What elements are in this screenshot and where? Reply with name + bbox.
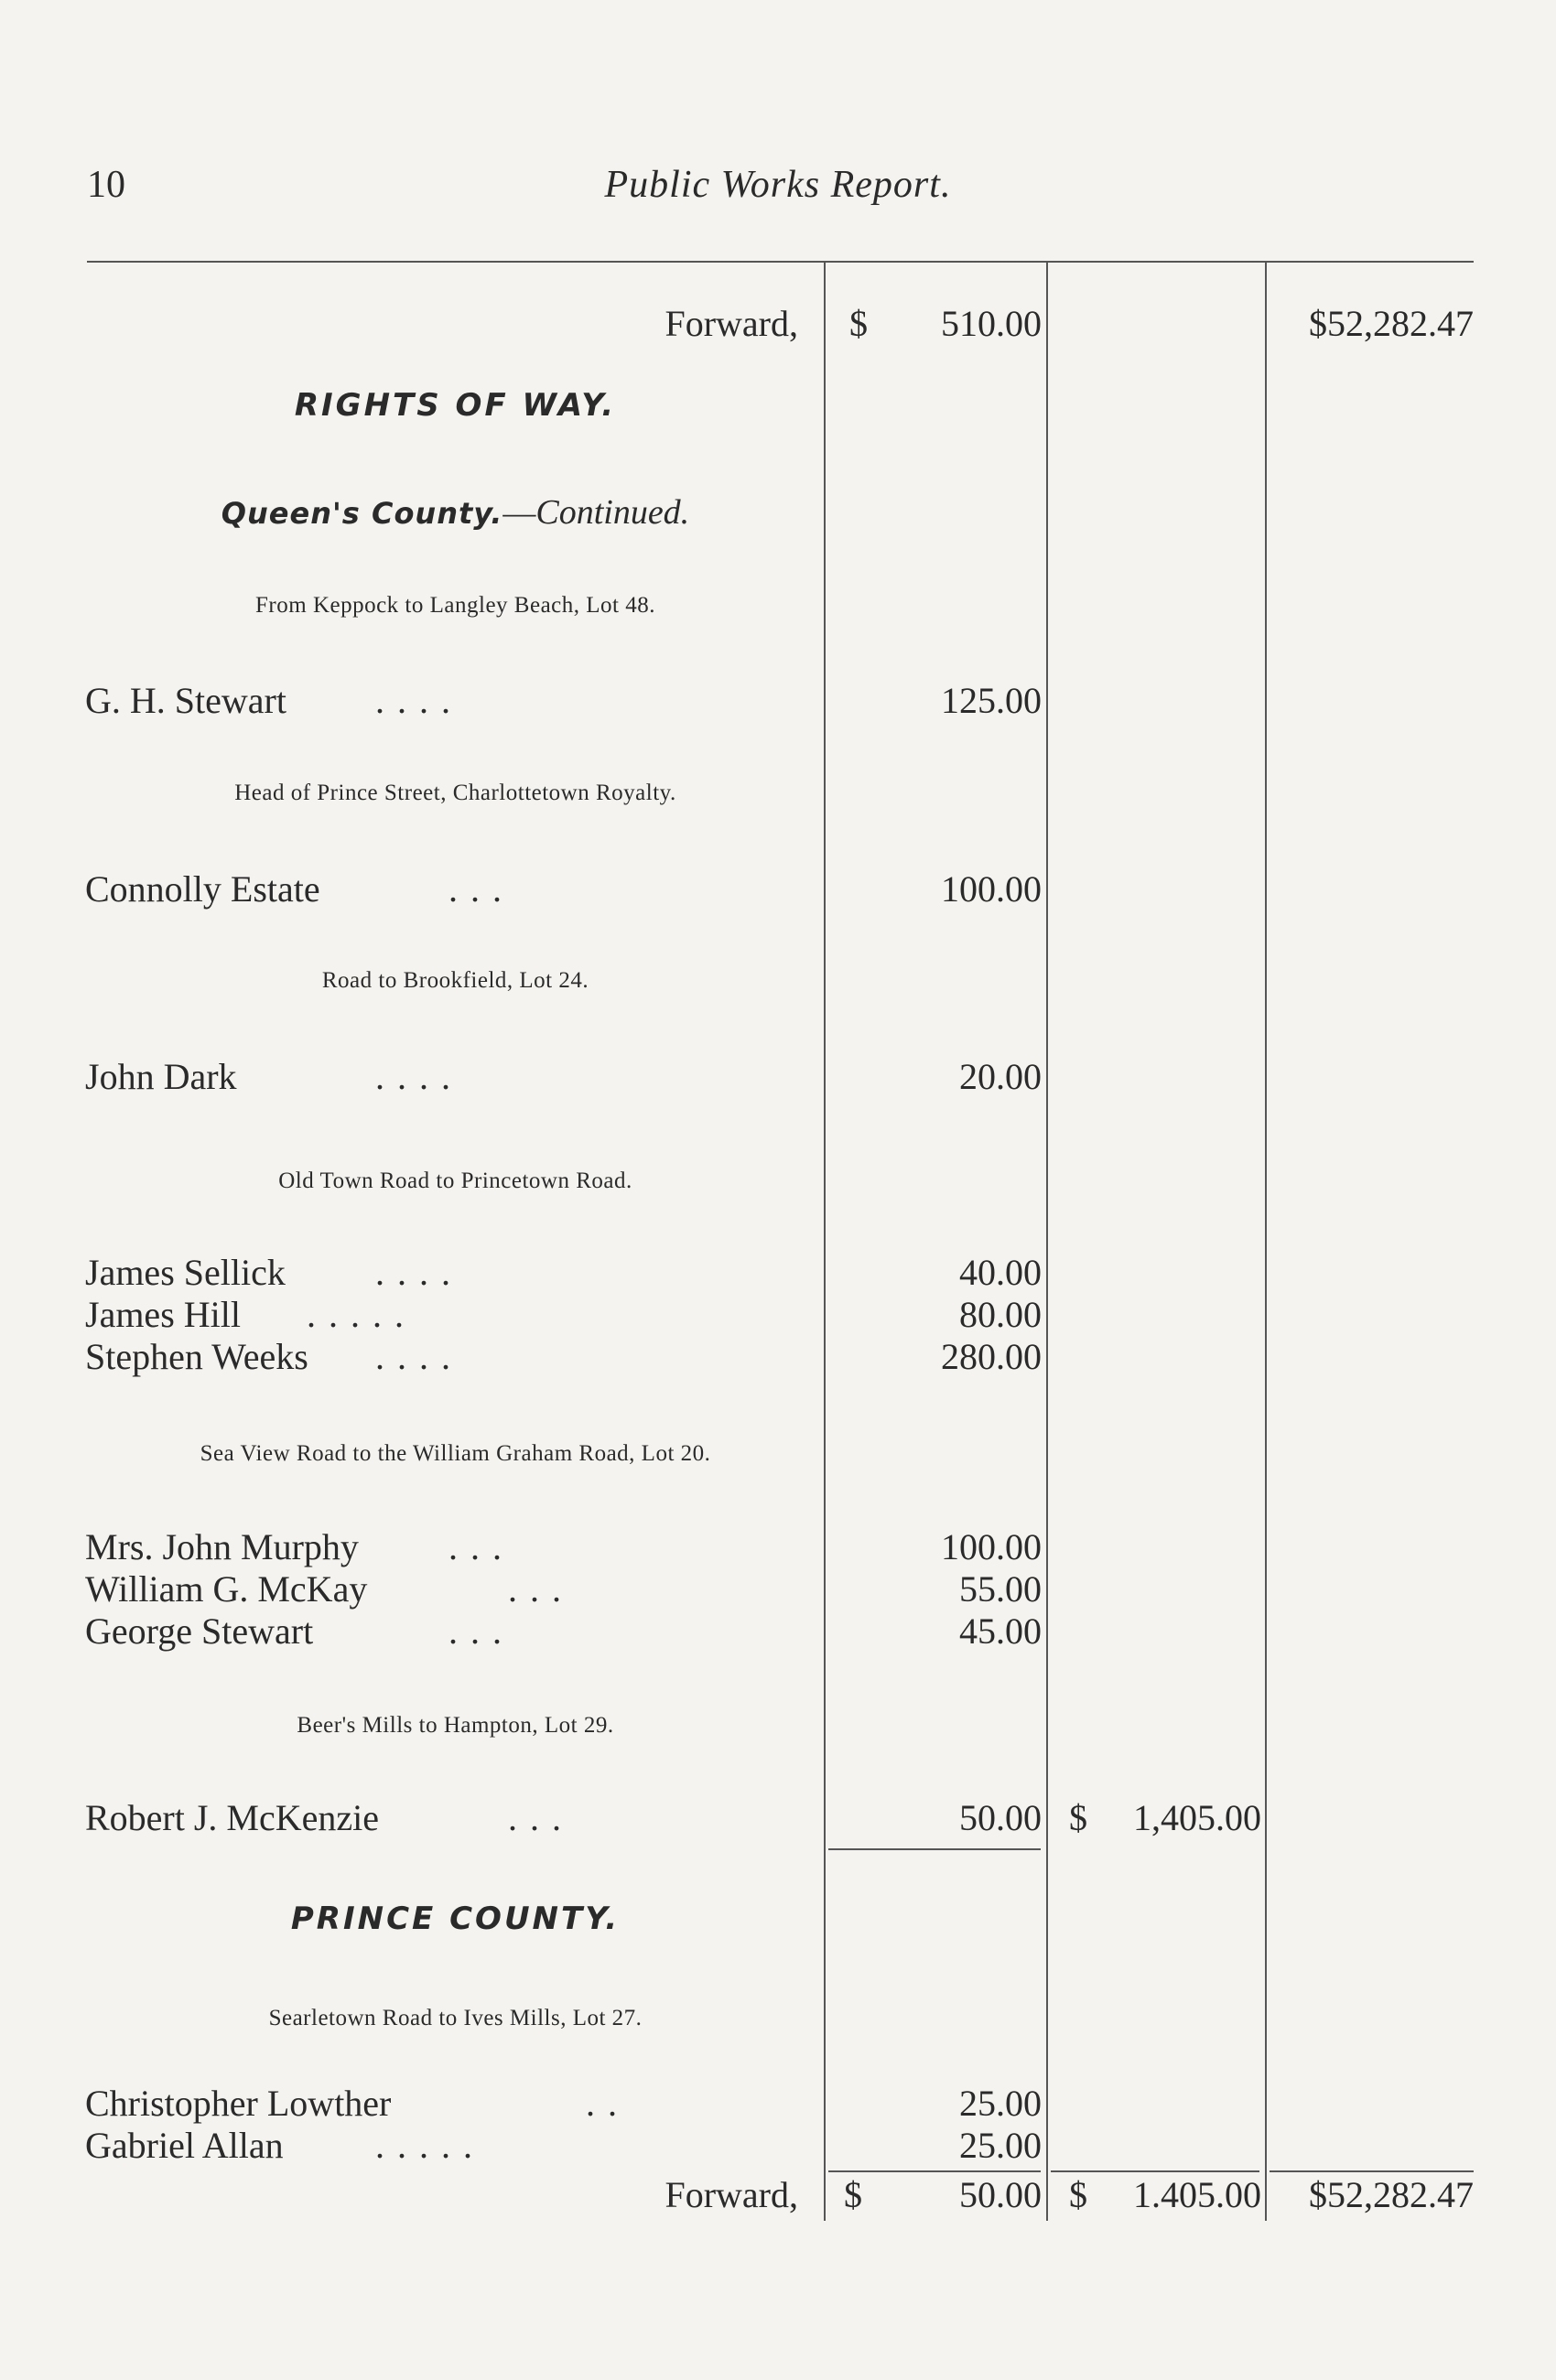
entry-amount: 280.00 (941, 1336, 1042, 1377)
table-row (0, 1251, 1556, 1297)
forward-column3: $52,282.47 (1309, 303, 1474, 344)
group-subheading: Searletown Road to Ives Mills, Lot 27. (268, 2006, 643, 2030)
forward-column3: $52,282.47 (1309, 2174, 1474, 2215)
entry-name: George Stewart (85, 1610, 314, 1652)
dot-leader: . . . . . (375, 2125, 474, 2166)
table-row (0, 2124, 1556, 2170)
entry-amount: 25.00 (959, 2125, 1042, 2166)
entry-amount: 100.00 (941, 1526, 1042, 1567)
county-name: Queen's County. (221, 496, 503, 531)
table-row (0, 1796, 1556, 1842)
column-rule-2 (1046, 263, 1048, 2221)
entry-name: G. H. Stewart (85, 680, 286, 721)
entry-amount: 50.00 (959, 1797, 1042, 1838)
table-row (0, 1610, 1556, 1655)
dot-leader: . . . (448, 1526, 503, 1567)
subtotal-rule (828, 1848, 1041, 1850)
dot-leader: . . . (448, 868, 503, 910)
table-row (0, 1335, 1556, 1381)
dot-leader: . . . (508, 1568, 563, 1610)
dollar-sign: $ (849, 303, 868, 344)
entry-name: Connolly Estate (85, 868, 320, 910)
section-heading-prince-county: PRINCE COUNTY. (290, 1901, 621, 1937)
running-title: Public Works Report. (604, 164, 952, 206)
entry-name: William G. McKay (85, 1568, 368, 1610)
entry-amount: 55.00 (959, 1568, 1042, 1610)
dot-leader: . . . . (375, 1336, 452, 1377)
entry-amount: 40.00 (959, 1252, 1042, 1293)
entry-amount: 25.00 (959, 2083, 1042, 2124)
page-number: 10 (87, 164, 125, 206)
subtotal-amount: 1,405.00 (1133, 1797, 1261, 1838)
section-heading-rights-of-way: RIGHTS OF WAY. (294, 387, 617, 424)
table-row (0, 867, 1556, 913)
county-dash: — (502, 494, 536, 531)
entry-name: John Dark (85, 1056, 237, 1097)
county-heading (0, 492, 911, 533)
forward-column1: 50.00 (959, 2174, 1042, 2215)
dot-leader: . . . . (375, 680, 452, 721)
dot-leader: . . (586, 2083, 619, 2124)
county-continued: Continued. (535, 493, 690, 532)
entry-name: James Hill (85, 1294, 241, 1335)
forward-column1: 510.00 (941, 303, 1042, 344)
table-row (0, 2082, 1556, 2127)
group-subheading: Road to Brookfield, Lot 24. (321, 968, 589, 993)
table-row (0, 1567, 1556, 1613)
group-subheading: Sea View Road to the William Graham Road, Lot 20. (200, 1441, 711, 1466)
total-rule-column2 (1051, 2170, 1259, 2172)
dot-leader: . . . (508, 1797, 563, 1838)
entry-name: Robert J. McKenzie (85, 1797, 380, 1838)
total-rule-column1 (828, 2170, 1041, 2172)
total-rule-column3 (1270, 2170, 1474, 2172)
dot-leader: . . . . (375, 1252, 452, 1293)
group-subheading: Head of Prince Street, Charlottetown Royalty. (234, 781, 676, 805)
table-row (0, 1293, 1556, 1339)
entry-amount: 20.00 (959, 1056, 1042, 1097)
column-rule-3 (1265, 263, 1267, 2221)
forward-label: Forward, (665, 303, 798, 344)
entry-amount: 80.00 (959, 1294, 1042, 1335)
dot-leader: . . . . (375, 1056, 452, 1097)
entry-name: Christopher Lowther (85, 2083, 392, 2124)
table-row (0, 1525, 1556, 1571)
group-subheading: Old Town Road to Princetown Road. (278, 1168, 632, 1193)
entry-name: Mrs. John Murphy (85, 1526, 359, 1567)
forward-column2: 1.405.00 (1133, 2174, 1261, 2215)
dot-leader: . . . (448, 1610, 503, 1652)
entry-name: Gabriel Allan (85, 2125, 284, 2166)
subtotal-dollar-sign: $ (1069, 1797, 1087, 1838)
entry-amount: 45.00 (959, 1610, 1042, 1652)
forward-column2-dollar: $ (1069, 2174, 1087, 2215)
dollar-sign: $ (844, 2174, 862, 2215)
entry-amount: 100.00 (941, 868, 1042, 910)
entry-name: James Sellick (85, 1252, 286, 1293)
group-subheading: Beer's Mills to Hampton, Lot 29. (297, 1713, 614, 1738)
forward-label: Forward, (665, 2174, 798, 2215)
group-subheading: From Keppock to Langley Beach, Lot 48. (255, 593, 655, 618)
entry-amount: 125.00 (941, 680, 1042, 721)
dot-leader: . . . . . (307, 1294, 405, 1335)
table-row (0, 1055, 1556, 1101)
table-row (0, 679, 1556, 725)
entry-name: Stephen Weeks (85, 1336, 308, 1377)
